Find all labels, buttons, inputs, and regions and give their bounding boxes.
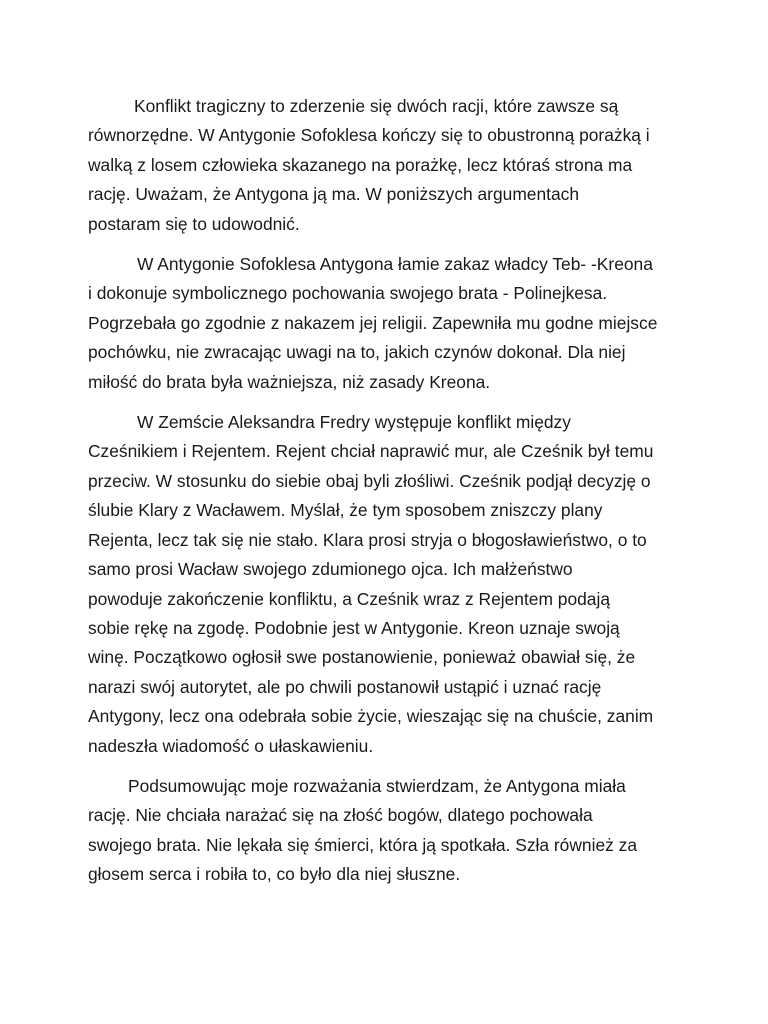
text-line: walką z losem człowieka skazanego na porażkę, lecz któraś strona ma <box>88 154 633 175</box>
text-line: nadeszła wiadomość o ułaskawieniu. <box>88 735 374 756</box>
text-line: ślubie Klary z Wacławem. Myślał, że tym sposobem zniszczy plany <box>88 500 603 521</box>
text-line: narazi swój autorytet, ale po chwili postanowił ustąpić i uznać rację <box>88 676 602 697</box>
text-line: powoduje zakończenie konfliktu, a Cześnik wraz z Rejentem podają <box>88 588 610 609</box>
text-line: sobie rękę na zgodę. Podobnie jest w Antygonie. Kreon uznaje swoją <box>88 617 620 638</box>
text-line: równorzędne. W Antygonie Sofoklesa kończy się to obustronną porażką i <box>88 125 650 146</box>
text-line: Rejenta, lecz tak się nie stało. Klara prosi stryja o błogosławieństwo, o to <box>88 529 647 550</box>
text-line: przeciw. W stosunku do siebie obaj byli złośliwi. Cześnik podjął decyzję o <box>88 470 651 491</box>
text-line: winę. Początkowo ogłosił swe postanowienie, ponieważ obawiał się, że <box>88 647 636 668</box>
paragraph-4 <box>88 772 688 890</box>
text-line: rację. Uważam, że Antygona ją ma. W poniższych argumentach <box>88 184 580 205</box>
text-line: Antygony, lecz ona odebrała sobie życie, wieszając się na chuście, zanim <box>88 706 654 727</box>
text-line: W Zemście Aleksandra Fredry występuje konflikt między <box>137 412 571 433</box>
text-line: samo prosi Wacław swojego zdumionego ojca. Ich małżeństwo <box>88 559 573 580</box>
text-line: Cześnikiem i Rejentem. Rejent chciał naprawić mur, ale Cześnik był temu <box>88 441 654 462</box>
text-line: swojego brata. Nie lękała się śmierci, która ją spotkała. Szła również za <box>88 834 638 855</box>
paragraph-2 <box>88 250 688 397</box>
text-line: miłość do brata była ważniejsza, niż zasady Kreona. <box>88 371 491 392</box>
text-line: Podsumowując moje rozważania stwierdzam, że Antygona miała <box>128 775 626 796</box>
text-line: rację. Nie chciała narażać się na złość bogów, dlatego pochowała <box>88 805 593 826</box>
essay-body <box>88 92 688 890</box>
text-line: głosem serca i robiła to, co było dla niej słuszne. <box>88 864 461 885</box>
text-line: pochówku, nie zwracając uwagi na to, jakich czynów dokonał. Dla niej <box>88 342 626 363</box>
paragraph-3 <box>88 408 688 761</box>
text-line: i dokonuje symbolicznego pochowania swojego brata - Polinejkesa. <box>88 283 608 304</box>
paragraph-1 <box>88 92 688 239</box>
text-line: postaram się to udowodnić. <box>88 213 300 234</box>
text-line: Pogrzebała go zgodnie z nakazem jej religii. Zapewniła mu godne miejsce <box>88 312 658 333</box>
text-line: W Antygonie Sofoklesa Antygona łamie zakaz władcy Teb- -Kreona <box>137 254 653 275</box>
text-line: Konflikt tragiczny to zderzenie się dwóch racji, które zawsze są <box>134 96 619 116</box>
